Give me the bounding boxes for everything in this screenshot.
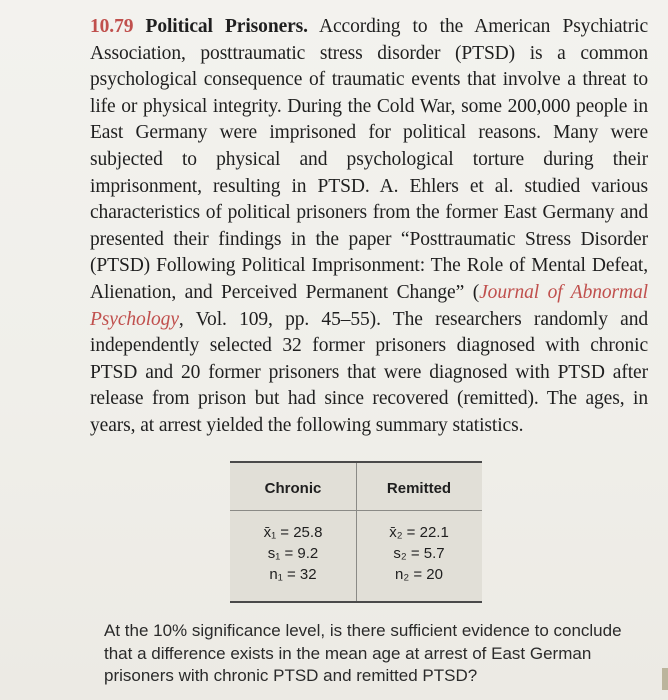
problem-title: Political Prisoners.	[145, 16, 308, 37]
remitted-stats	[356, 522, 482, 585]
chronic-sd: s₁ = 9.2	[267, 545, 319, 562]
remitted-sd: s₂ = 5.7	[393, 545, 445, 562]
page-edge-mark	[662, 668, 668, 690]
header-chronic: Chronic	[264, 480, 322, 497]
header-remitted: Remitted	[386, 480, 452, 497]
header-rule	[230, 510, 482, 511]
chronic-stats	[230, 522, 356, 585]
remitted-mean: x̄₂ = 22.1	[389, 524, 449, 541]
chronic-mean: x̄₁ = 25.8	[263, 524, 323, 541]
problem-number: 10.79	[90, 16, 134, 37]
journal-name: Journal of Abnormal Psychology	[90, 281, 648, 330]
chronic-n: n₁ = 32	[269, 566, 317, 583]
question-text: At the 10% significance level, is there sufficient evidence to conclude that a difference exists in the mean age at arrest of East German prisoners with chronic PTSD and remitted PTSD?	[104, 621, 622, 685]
problem-paragraph	[90, 14, 648, 440]
summary-statistics-table	[230, 461, 482, 603]
remitted-n: n₂ = 20	[395, 566, 443, 583]
problem-text-part-2: , Vol. 109, pp. 45–55). The researchers randomly and independently selected 32 former prisoners diagnosed with chronic PTSD and 20 former prisoners that were diagnosed with PTSD after release from prison but had since recovered (remitted). The ages, in years, at arrest yielded the following summary statistics.	[90, 308, 648, 436]
problem-text-part-1: According to the American Psychiatric Association, posttraumatic stress disorder (PTSD) is a common psychological consequence of traumatic events that involve a threat to life or physical integrity. During the Cold War, some 200,000 people in East Germany were imprisoned for political reasons. Many were subjected to physical and psychological torture during their imprisonment, resulting in PTSD. A. Ehlers et al. studied various characteristics of political prisoners from the former East Germany and presented their findings in the paper “Posttraumatic Stress Disorder (PTSD) Following Political Imprisonment: The Role of Mental Defeat, Alienation, and Perceived Permanent Change” (	[90, 16, 648, 303]
